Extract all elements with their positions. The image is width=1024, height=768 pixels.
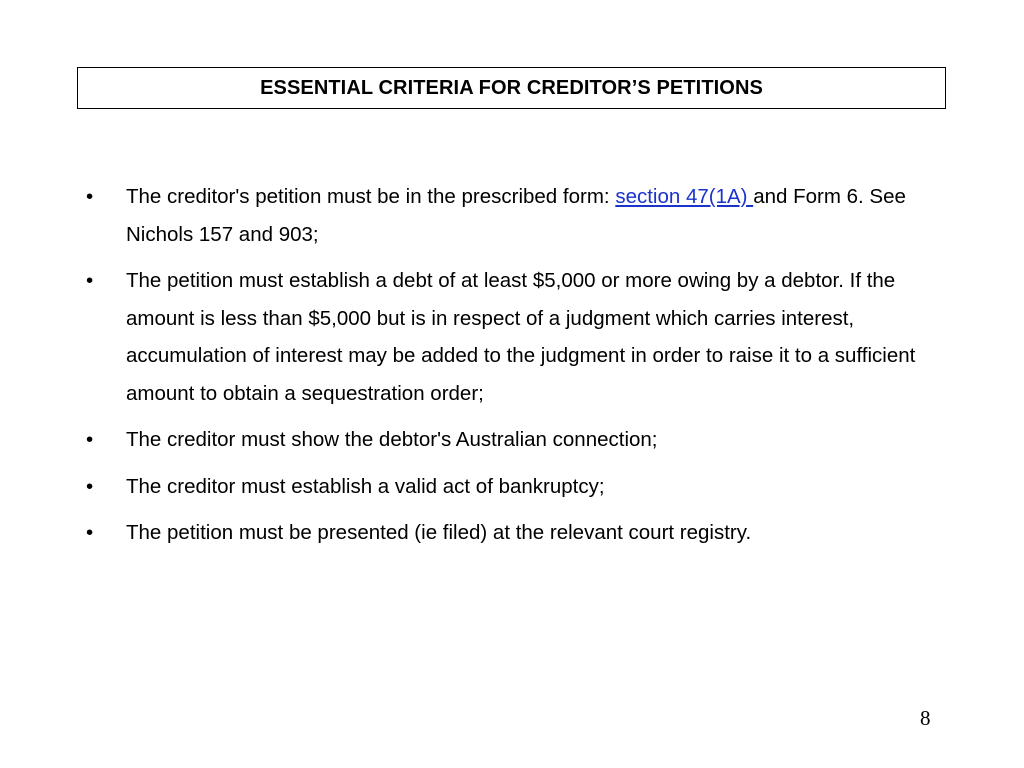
- list-item: [86, 468, 946, 506]
- slide-title: ESSENTIAL CRITERIA FOR CREDITOR’S PETITIONS: [260, 76, 763, 99]
- list-item: [86, 421, 946, 459]
- bullet-text: The petition must establish a debt of at least $5,000 or more owing by a debtor. If the amount is less than $5,000 but is in respect of a judgment which carries interest, accumulation of interest may be added to the judgment in order to raise it to a sufficient amount to obtain a sequestration order;: [126, 269, 916, 405]
- page-number: 8: [920, 706, 931, 730]
- bullet-text: The creditor must show the debtor's Australian connection;: [126, 428, 658, 451]
- bullet-icon: •: [86, 269, 94, 292]
- section-47-link[interactable]: section 47(1A): [615, 185, 754, 208]
- bullet-icon: •: [86, 185, 94, 208]
- bullet-icon: •: [86, 521, 94, 544]
- list-item: [86, 514, 946, 552]
- bullet-icon: •: [86, 428, 94, 451]
- bullet-text: The creditor's petition must be in the prescribed form:: [126, 185, 616, 208]
- title-box: [77, 67, 946, 109]
- criteria-list: [86, 178, 946, 561]
- bullet-icon: •: [86, 474, 94, 498]
- list-item: [86, 262, 946, 412]
- bullet-text: and Form 6. See Nichols 157 and 903;: [126, 185, 906, 246]
- bullet-text: The petition must be presented (ie filed) at the relevant court registry.: [126, 521, 752, 544]
- bullet-text: The creditor must establish a valid act of bankruptcy;: [126, 474, 605, 498]
- list-item: [86, 178, 946, 253]
